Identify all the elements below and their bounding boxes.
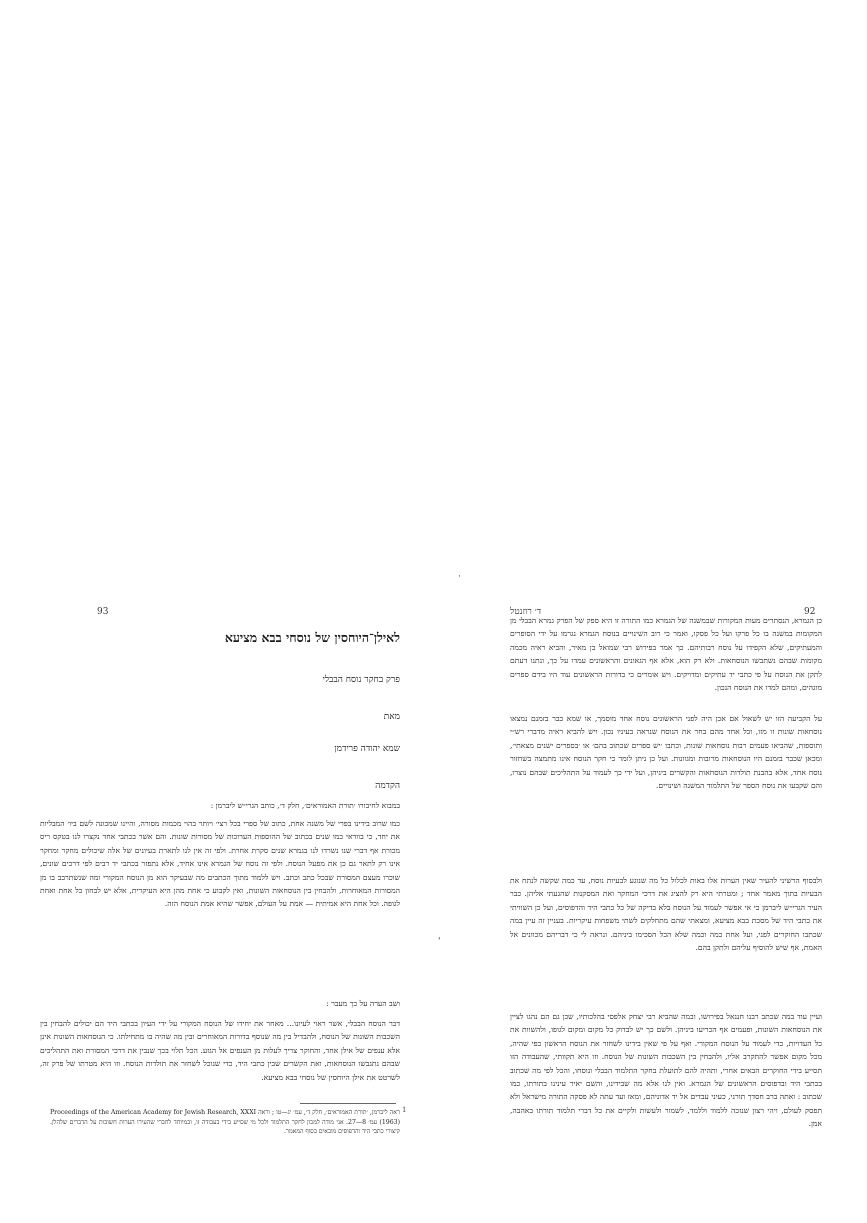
section-heading [200, 780, 400, 791]
paragraph-3: ולבסוף הרשיני להעיר שאין הערות אלו באות לכלול כל מה שנוגע לבעיות נוסח, עד כמה שקשה לנתח את הבעיות בתוך מאמר אחד ; ומטרתי היא רק להציג את דרכי המחקר ואת המסקנות שהגעתי אליהן. כבר העיר הגרי״ש ליברמן כי אי אפשר לעמוד על הנוסח בלא בדיקה של כל כתבי היד והדפוסים, ועל כן השוויתי את כתבי היד של מסכת בבא מציעא, ומצאתי שהם מתחלקים לשתי משפחות עיקריות. בעניין זה עיין במה שכתבו החוקרים לפני, ועל אחת כמה וכמה שלא הכל הסכימו ביניהם. ונראה לי כי דבריהם מכוונים אל האמת, אף שיש להוסיף עליהם ולתקן בהם. [510, 876, 822, 953]
by-line [200, 711, 400, 722]
article-subtitle-text: פרק בחקר נוסח הבבלי [322, 675, 400, 685]
gutter-mark-side: ' [438, 937, 441, 947]
quote-2: דבר הנוסח הבבלי, אשר ראוי לעיונו... מאחר את יחידו של הנוסח המקורי על ידי העיון בכתבי היד הם יכולים להבחין בין השכבות השונות של הנוסח, ולהבדיל בין מה שנוסף בדורות המאוחרים ובין מה שהיה בו מתחילתו. כי הנוסחאות השונות אינן אלא ענפים של אילן אחד, והחוקר צריך לעלות מן הענפים אל הגזע. הכל תלוי בכך שנבין את דרכי המסורת ואת התהליכים שבהם נתגבשו הנוסחאות, ואת הקשרים שבין כתבי היד, כדי שנוכל לשחזר את תולדות הנוסח. וזו היא מטרתו של פרק זה, לשרטט את אילן היוחסין של נוסחי בבא מציעא. [40, 1019, 400, 1082]
footnote-text: ראה ליברמן, ׳תורת האמוראים׳, חלק ד׳, עמ׳ יג—טו ; וראה Proceedings of the American Academy for Jewish Research, XXXI (1963) עמ׳ 8—27. אני מודה למכון לחקר התלמוד ולכל מי שסייע בידי בעבודה זו, ובמיוחד לחברי שהעירו הערות חשובות על הדברים שלהלן. קיצורי כתבי היד והדפוסים מובאים בסוף המאמר. [50, 1109, 400, 1136]
article-title [70, 630, 400, 646]
left-page-number: 93 [97, 607, 109, 617]
footnote-marker: 1 [402, 1106, 407, 1114]
author-name-text: שמא יהודה פרידמן [334, 744, 400, 754]
section-heading-text: הקדמה [375, 781, 400, 791]
quote-1: כמו שרוב בידינו בפרי של משנה אחת, כתוב של ספרי בכל רצי׳ ויותר בהוי מכמות מסורה, והיינו שמכונה לשם ביו׳ המבליות את יחד, כי בוודאי כמו שנים בכתוב של ההוספות הערוכות של מסורות שונות. והם אשר בכתבי אחד נקצרו לנו בטקס ריס מכורת אף דברי שנו נשרדו לנו בגמרא שנים סקרת אחרת. ולפי זה אין לנו לתארת בעיונים של אלה שיכולים מחקר ומחקר אינו רק לתאר גם כן את מפעל הנוסח. ולפי זה נוסח של הגמרא אינו אחיד, אלא נתפזר בכתבי יד רבים לפי דרכים שונים, שוכרו מעצם המסורת שבכל כתב וכתב. ויש ללמוד מתוך הכתבים מה שבעיקר הוא מן הנוסח המקורי ומה שנשתרבב בו מן המסורות המאוחרות, ולהבחין בין הנוסחאות השונות, ואין לקבוע כי אחת מהן היא העיקרית, אלא יש לבחון כל אחת ואחת לגופה. וכל אחת היא אמיתית — אמת על העולם, אפשר שהיא אמת הנוסח הזה. [40, 819, 400, 909]
right-page [440, 0, 867, 1223]
article-title-text: לאילן־היוחסין של נוסחי בבא מציעא [224, 630, 400, 645]
paragraph-4: ועיין עוד במה שכתב רבנו חננאל בפירושו, ובמה שהביא רבי יצחק אלפסי בהלכותיו, שכן גם הם נהגו לציין את הנוסחאות השונות, ופעמים אף הכריעו ביניהן. ולשם כך יש לבדוק כל מקום ומקום לגופו, ולהשוות את כל העדויות, כדי לעמוד על הנוסח המקורי. ואף על פי שאין בידינו לשחזר את הנוסח הראשון כפי שהיה, מכל מקום אפשר להתקרב אליו, ולהבחין בין השכבות השונות של הנוסח. וזו היא תקוותי, שהעבודה הזו תסייע בידי החוקרים הבאים אחרי, ותהיה להם לתועלת בחקר התלמוד הבבלי ונוסחו, והכל לפי מה שכתוב בכתבי היד ובדפוסים הראשונים של הגמרא. ואין לנו אלא מה שבידינו, והשם יאיר עינינו בתורתו, כמו שכתוב : ואתה ברב חסדך תורני, כעיני עבדים אל יד אדוניהם, ומאז ועד עתה לא פסקה התורה מישראל ולא תפסק לעולם, ויהי רצון שנזכה ללמוד וללמד, לשמור ולעשות ולקיים את כל דברי תלמוד תורתו באהבה, אמן. [510, 1012, 822, 1129]
paragraph-2: על הקביעה הזו יש לשאול אם אכן היה לפני הראשונים נוסח אחד מוסמך, או שמא כבר בזמנם נמצאו נוסחאות שונות זו מזו, וכל אחד מהם בחר את הנוסח שנראה בעיניו נכון. ויש להביא ראיה מדברי רש״י ותוספות, שהביאו פעמים רבות נוסחאות שונות, וכתבו ׳יש ספרים שכתוב בהם׳ או ׳בספרים ישנים מצאתי׳, ומכאן שכבר בזמנם היו הנוסחאות מרובות ומגוונות. ועל כן ניתן לומר כי חקר הנוסח אינו מתמצה בשחזור נוסח אחד, אלא בהבנת תולדות הנוסחאות והקשרים ביניהן, ועל ידי כך לעמוד על התהליכים שבהם נוצרו, והם שקבעו את נוסח הספר של התלמוד המשנה ושינויים. [510, 714, 822, 791]
footnote-rule [300, 1103, 396, 1104]
by-line-text: מאת [383, 712, 400, 722]
gutter-mark-top: · [458, 572, 461, 582]
author-name [200, 743, 400, 754]
running-head: ד׳ רוזנטל [510, 607, 542, 617]
intro-line-2: ושב הערה על כך מעבר : [326, 999, 400, 1008]
paragraph-1: כן הגמרא, הנסתרים מעות המקורות שבמשנה של הגמרא כמו התורה זו היא ספק של הפרק גמרא הבבלי מן המקומות במשנה בו כל פרקו ועל כל פסקו, ואמר כי רוב השינויים בנוסח הגמרא נגרמו על ידי הסופרים והמעתיקים, שלא הקפידו על נוסח רבותיהם. כך אמר בפירוש רבי שמואל בן מאיר, והביא ראיה מכמה מקומות שבהם נשתבשו הנוסחאות. ולא רק הוא, אלא אף הגאונים והראשונים עמדו על כך, ונתנו דעתם לתקן את הנוסח על פי כתבי יד עתיקים ומדויקים. ויש אומרים כי בדורות הראשונים עוד היו בידם ספרים מוגהים, ומהם למדו את הנוסח הנכון. [510, 616, 822, 693]
right-page-number: 92 [804, 607, 816, 617]
intro-line: במבוא לחיבורו ׳תורת האמוראים׳, חלק ד׳, כותב הגרי״ש ליברמן : [210, 801, 400, 810]
article-subtitle [200, 674, 400, 685]
